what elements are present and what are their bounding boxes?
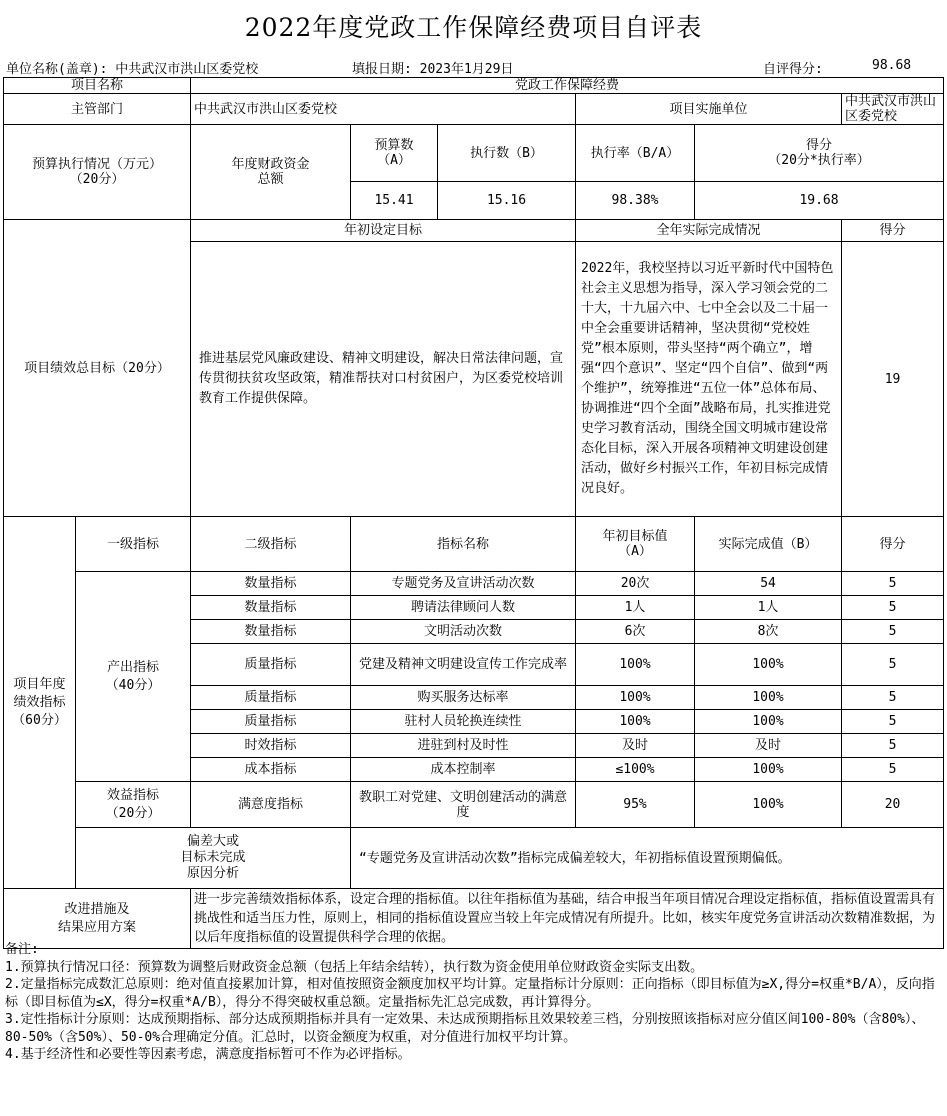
table-row-level2: 时效指标 xyxy=(191,734,351,758)
project-name-label: 项目名称 xyxy=(4,78,191,94)
table-row-score: 5 xyxy=(842,620,944,644)
page-title: 2022年度党政工作保障经费项目自评表 xyxy=(244,13,703,42)
table-row-score: 5 xyxy=(842,686,944,710)
self-score-label: 自评得分: xyxy=(763,62,823,77)
table-row-target: 6次 xyxy=(576,620,695,644)
table-row-actual: 及时 xyxy=(695,734,842,758)
table-row-actual: 100% xyxy=(695,758,842,782)
table-row-target: 100% xyxy=(576,710,695,734)
table-row-name: 党建及精神文明建设宣传工作完成率 xyxy=(351,644,576,686)
note-item: 1.预算执行情况口径：预算数为调整后财政资金总额（包括上年结余结转），执行数为资金使用单位财政资金实际支出数。 xyxy=(5,959,704,975)
table-row-level2: 成本指标 xyxy=(191,758,351,782)
table-row-score: 5 xyxy=(842,572,944,596)
goal-score-header: 得分 xyxy=(842,220,944,242)
fill-date: 填报日期: 2023年1月29日 xyxy=(352,62,514,77)
indicator-name-header: 指标名称 xyxy=(351,517,576,572)
notes-title: 备注: xyxy=(5,942,39,957)
indicator-section-label: 项目年度 绩效指标 （60分） xyxy=(4,517,76,889)
table-row-score: 20 xyxy=(842,782,944,828)
table-row-level2: 质量指标 xyxy=(191,686,351,710)
table-row-level2: 数量指标 xyxy=(191,620,351,644)
rate-value: 98.38% xyxy=(576,182,695,220)
table-row-score: 5 xyxy=(842,710,944,734)
table-row-name: 进驻到村及时性 xyxy=(351,734,576,758)
improvement-text: 进一步完善绩效指标体系，设定合理的指标值。以往年指标值为基础，结合申报当年项目情况合理设定指标值，指标值设置需具有挑战性和适当压力性，原则上，相同的指标值设置应当较上年完成情况有所提升。比如，核实年度党务宣讲活动次数精准数据，为以后年度指标值的设置提供科学合理的依据。 xyxy=(191,889,944,949)
goal-actual-text: 2022年，我校坚持以习近平新时代中国特色社会主义思想为指导，深入学习领会党的二十大，十九届六中、七中全会以及二十届一中全会重要讲话精神，坚决贯彻“党校姓党”根本原则，带头坚持“两个确立”，增强“四个意识”、坚定“四个自信”、做到“两个维护”，统筹推进“五位一体”总体布局、协调推进“四个全面”战略布局，扎实推进党史学习教育活动，围绕全国文明城市建设常态化目标，深入开展各项精神文明建设创建活动，做好乡村振兴工作，年初目标完成情况良好。 xyxy=(576,242,842,517)
table-row-name: 驻村人员轮换连续性 xyxy=(351,710,576,734)
table-row-score: 5 xyxy=(842,758,944,782)
self-score-value: 98.68 xyxy=(872,58,912,73)
table-row-score: 5 xyxy=(842,734,944,758)
table-row-level2: 质量指标 xyxy=(191,710,351,734)
table-row-target: 95% xyxy=(576,782,695,828)
target-value-header: 年初目标值 （A） xyxy=(576,517,695,572)
table-row-target: 100% xyxy=(576,644,695,686)
table-row-level2: 数量指标 xyxy=(191,572,351,596)
project-name: 党政工作保障经费 xyxy=(191,78,944,94)
table-row-actual: 100% xyxy=(695,686,842,710)
table-row-target: 1人 xyxy=(576,596,695,620)
table-row-target: 及时 xyxy=(576,734,695,758)
benefit-indicator-label: 效益指标 （20分） xyxy=(76,782,191,828)
improvement-label: 改进措施及 结果应用方案 xyxy=(4,889,191,949)
unit-name: 单位名称(盖章): 中共武汉市洪山区委党校 xyxy=(6,62,259,77)
indicator-score-header: 得分 xyxy=(842,517,944,572)
impl-unit-label: 项目实施单位 xyxy=(576,94,842,125)
table-row-actual: 54 xyxy=(695,572,842,596)
note-item: 2.定量指标完成数汇总原则：绝对值直接累加计算，相对值按照资金额度加权平均计算。定量指标计分原则：正向指标（即目标值为≥X,得分=权重*B/A），反向指标（即目标值为≤X，得分=权重*A/B），得分不得突破权重总额。定量指标先汇总完成数，再计算得分。 xyxy=(5,977,935,1010)
table-row-name: 文明活动次数 xyxy=(351,620,576,644)
table-row-name: 聘请法律顾问人数 xyxy=(351,596,576,620)
exec-header: 执行数（B） xyxy=(438,125,576,182)
table-row-level2: 质量指标 xyxy=(191,644,351,686)
budget-value: 15.41 xyxy=(351,182,438,220)
table-row-level2: 满意度指标 xyxy=(191,782,351,828)
budget-header: 预算数 （A） xyxy=(351,125,438,182)
actual-value-header: 实际完成值（B） xyxy=(695,517,842,572)
exec-value: 15.16 xyxy=(438,182,576,220)
evaluation-table xyxy=(3,77,944,949)
level2-header: 二级指标 xyxy=(191,517,351,572)
table-row-name: 专题党务及宣讲活动次数 xyxy=(351,572,576,596)
note-item: 3.定性指标计分原则：达成预期指标、部分达成预期指标并具有一定效果、未达成预期指标且效果较差三档，分别按照该指标对应分值区间100-80%（含80%）、80-50%（含50%）、50-0%合理确定分值。汇总时，以资金额度为权重，对分值进行加权平均计算。 xyxy=(5,1012,925,1045)
goal-target-header: 年初设定目标 xyxy=(191,220,576,242)
dept-value: 中共武汉市洪山区委党校 xyxy=(191,94,576,125)
budget-score-value: 19.68 xyxy=(695,182,944,220)
deviation-label: 偏差大或 目标未完成 原因分析 xyxy=(76,828,351,889)
table-row-name: 教职工对党建、文明创建活动的满意度 xyxy=(351,782,576,828)
goal-target-text: 推进基层党风廉政建设、精神文明建设，解决日常法律问题，宣传贯彻扶贫攻坚政策，精准帮扶对口村贫困户，为区委党校培训教育工作提供保障。 xyxy=(191,242,576,517)
impl-unit-value: 中共武汉市洪山区委党校 xyxy=(842,94,944,125)
table-row-target: 100% xyxy=(576,686,695,710)
goal-score-value: 19 xyxy=(842,242,944,517)
table-row-target: ≤100% xyxy=(576,758,695,782)
table-row-actual: 100% xyxy=(695,710,842,734)
dept-label: 主管部门 xyxy=(4,94,191,125)
table-row-actual: 100% xyxy=(695,782,842,828)
table-row-name: 购买服务达标率 xyxy=(351,686,576,710)
table-row-target: 20次 xyxy=(576,572,695,596)
table-row-score: 5 xyxy=(842,596,944,620)
note-item: 4.基于经济性和必要性等因素考虑，满意度指标暂可不作为必评指标。 xyxy=(5,1047,411,1062)
goal-section-label: 项目绩效总目标（20分） xyxy=(4,220,191,517)
table-row-actual: 1人 xyxy=(695,596,842,620)
notes xyxy=(5,941,940,1064)
annual-fund-label: 年度财政资金 总额 xyxy=(191,125,351,220)
table-row-name: 成本控制率 xyxy=(351,758,576,782)
budget-section-label: 预算执行情况（万元） （20分） xyxy=(4,125,191,220)
rate-header: 执行率（B/A） xyxy=(576,125,695,182)
table-row-actual: 8次 xyxy=(695,620,842,644)
table-row-actual: 100% xyxy=(695,644,842,686)
deviation-text: “专题党务及宣讲活动次数”指标完成偏差较大，年初指标值设置预期偏低。 xyxy=(351,828,944,889)
budget-score-header: 得分 （20分*执行率） xyxy=(695,125,944,182)
table-row-level2: 数量指标 xyxy=(191,596,351,620)
output-indicator-label: 产出指标 （40分） xyxy=(76,572,191,782)
table-row-score: 5 xyxy=(842,644,944,686)
goal-actual-header: 全年实际完成情况 xyxy=(576,220,842,242)
level1-header: 一级指标 xyxy=(76,517,191,572)
